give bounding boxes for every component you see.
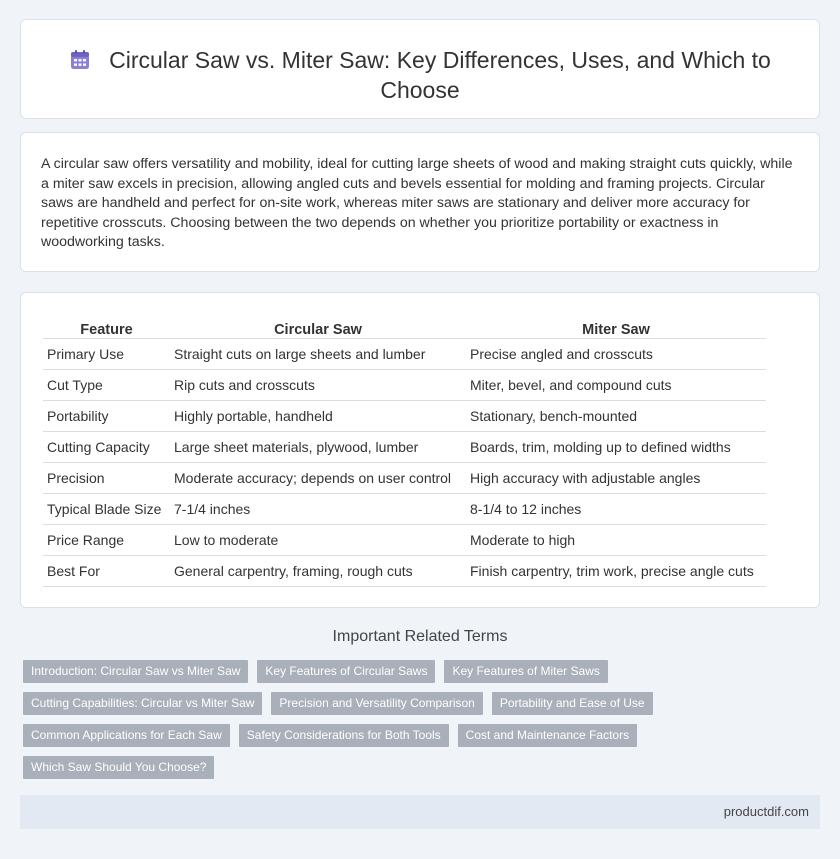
table-row: [43, 431, 766, 462]
row-feature: Cut Type: [43, 369, 170, 400]
table-row: [43, 462, 766, 493]
row-feature: Primary Use: [43, 338, 170, 369]
header-card: [20, 19, 820, 119]
table-header-row: [43, 316, 766, 338]
row-miter-value: Boards, trim, molding up to defined widths: [466, 431, 766, 462]
related-term-tag[interactable]: Common Applications for Each Saw: [23, 724, 230, 747]
related-term-tag[interactable]: Precision and Versatility Comparison: [271, 692, 482, 715]
related-term-tag[interactable]: Key Features of Miter Saws: [444, 660, 607, 683]
related-term-tag[interactable]: Which Saw Should You Choose?: [23, 756, 214, 779]
row-circular-value: Highly portable, handheld: [170, 400, 466, 431]
row-circular-value: Large sheet materials, plywood, lumber: [170, 431, 466, 462]
calendar-grid-icon: [69, 49, 91, 71]
row-feature: Price Range: [43, 524, 170, 555]
row-miter-value: Stationary, bench-mounted: [466, 400, 766, 431]
related-term-tag[interactable]: Cost and Maintenance Factors: [458, 724, 637, 747]
table-row: [43, 338, 766, 369]
row-miter-value: 8-1/4 to 12 inches: [466, 493, 766, 524]
comparison-table-card: [20, 292, 820, 608]
footer-bar: [20, 795, 820, 829]
comparison-table: [43, 316, 766, 587]
related-term-tag[interactable]: Safety Considerations for Both Tools: [239, 724, 449, 747]
related-terms-heading: Important Related Terms: [332, 628, 508, 645]
row-circular-value: Rip cuts and crosscuts: [170, 369, 466, 400]
footer-site-name: productdif.com: [723, 804, 809, 819]
related-term-tag[interactable]: Cutting Capabilities: Circular vs Miter Saw: [23, 692, 262, 715]
related-term-tag[interactable]: Introduction: Circular Saw vs Miter Saw: [23, 660, 248, 683]
row-miter-value: Finish carpentry, trim work, precise angle cuts: [466, 555, 766, 586]
row-miter-value: Miter, bevel, and compound cuts: [466, 369, 766, 400]
row-feature: Best For: [43, 555, 170, 586]
page-title-text: Circular Saw vs. Miter Saw: Key Differences, Uses, and Which to Choose: [109, 47, 771, 103]
row-miter-value: Precise angled and crosscuts: [466, 338, 766, 369]
row-miter-value: Moderate to high: [466, 524, 766, 555]
table-row: [43, 493, 766, 524]
header-feature: Feature: [80, 321, 133, 338]
row-feature: Typical Blade Size: [43, 493, 170, 524]
row-feature: Portability: [43, 400, 170, 431]
table-row: [43, 524, 766, 555]
row-miter-value: High accuracy with adjustable angles: [466, 462, 766, 493]
row-feature: Cutting Capacity: [43, 431, 170, 462]
header-miter-saw: Miter Saw: [582, 321, 650, 338]
table-row: [43, 369, 766, 400]
table-row: [43, 555, 766, 586]
row-feature: Precision: [43, 462, 170, 493]
intro-card: [20, 132, 820, 272]
intro-paragraph: A circular saw offers versatility and mobility, ideal for cutting large sheets of wood and making straight cuts quickly, while a miter saw excels in precision, allowing angled cuts and bevels essential for molding and framing projects. Circular saws are handheld and perfect for on-site work, whereas miter saws are stationary and deliver more accuracy for repetitive crosscuts. Choosing between the two depends on whether you prioritize portability or exactness in woodworking tasks.: [41, 156, 793, 251]
row-circular-value: Straight cuts on large sheets and lumber: [170, 338, 466, 369]
header-circular-saw: Circular Saw: [274, 321, 362, 338]
table-row: [43, 400, 766, 431]
related-terms-list: [23, 660, 823, 779]
page-title: [61, 45, 779, 105]
row-circular-value: General carpentry, framing, rough cuts: [170, 555, 466, 586]
related-term-tag[interactable]: Portability and Ease of Use: [492, 692, 653, 715]
related-term-tag[interactable]: Key Features of Circular Saws: [257, 660, 435, 683]
row-circular-value: 7-1/4 inches: [170, 493, 466, 524]
row-circular-value: Low to moderate: [170, 524, 466, 555]
row-circular-value: Moderate accuracy; depends on user control: [170, 462, 466, 493]
